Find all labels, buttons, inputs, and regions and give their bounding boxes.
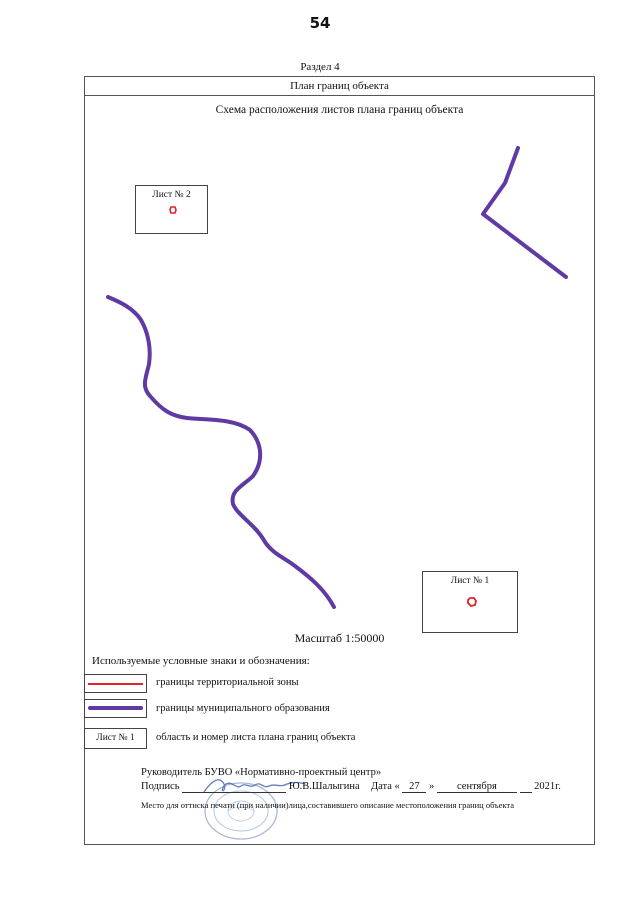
sheet-2-area [135,185,208,234]
date-label: Дата « [370,781,400,792]
sheet-2-label: Лист № 2 [152,190,191,200]
head-of-organization: Руководитель БУВО «Нормативно-проектный центр» [141,767,382,778]
signature-underline [182,781,286,793]
scale-label: Масштаб 1:50000 [294,631,385,645]
legend-zone-boundary-text: границы территориальной зоны [156,677,299,688]
municipal-boundary-line-right [483,148,566,277]
section-label: Раздел 4 [300,61,340,73]
legend-municipal-boundary-text: границы муниципального образования [156,703,330,714]
plan-header: План границ объекта [85,78,594,96]
signature-label: Подпись [141,781,180,792]
sheet-2-zone-marker [169,206,177,214]
signer-name: Ю.В.Шалыгина [288,781,360,792]
municipal-boundary-line [88,706,143,710]
legend-municipal-boundary-sample [84,699,147,718]
signature-line [141,781,561,793]
date-spacer [520,781,532,793]
boundary-map [85,96,594,626]
scheme-title: Схема расположения листов плана границ объекта [215,104,464,116]
legend-sheet-text: область и номер листа плана границ объекта [156,732,356,743]
date-day: 27 [402,781,426,793]
sheet-1-area [422,571,518,633]
date-year: 2021г. [534,781,561,792]
legend-zone-boundary-sample [84,674,147,693]
legend-title: Используемые условные знаки и обозначения: [92,655,310,667]
date-day-close: » [429,781,435,792]
legend-sheet-sample: Лист № 1 [84,728,147,749]
municipal-boundary-line-left [108,297,334,607]
page-number: 54 [309,14,331,32]
date-month: сентября [437,781,517,793]
zone-boundary-line [88,683,143,685]
stamp-place-note: Место для оттиска печати (при наличии)лица,составившего описание местоположения границ объекта [141,800,514,810]
sheet-1-zone-marker [467,597,477,607]
sheet-1-label: Лист № 1 [450,576,490,586]
